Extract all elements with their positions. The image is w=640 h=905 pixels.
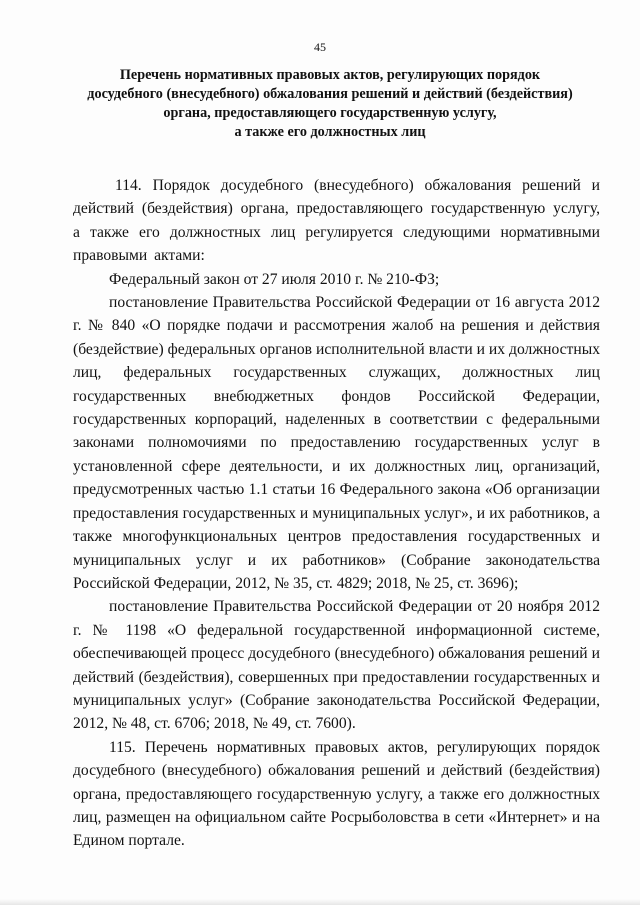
paragraph-resolution-1198: постановление Правительства Российской Федерации от 20 ноября 2012 г. № 1198 «О федеральной государственной информационной системе, обеспечивающей процесс досудебного (внесудебного) обжалования решений и действий (бездействия), совершенных при предоставлении государственных и муниципальных услуг» (Собрание законодательства Российской Федерации, 2012, № 48, ст. 6706; 2018, № 49, ст. 7600). — [73, 598, 600, 733]
title-line: органа, предоставляющего государственную услугу, — [163, 105, 497, 121]
title-line: а также его должностных лиц — [234, 124, 426, 140]
document-title — [60, 66, 600, 142]
paragraph-115: 115. Перечень нормативных правовых актов, регулирующих порядок досудебного (внесудебного) обжалования решений и действий (бездействия) органа, предоставляющего государственную услугу, а также его должностных лиц, размещен на официальном сайте Росрыболовства в сети «Интернет» и на Едином портале. — [73, 738, 600, 850]
paragraph-federal-law: Федеральный закон от 27 июля 2010 г. № 210-ФЗ; — [109, 270, 440, 288]
document-body — [73, 174, 600, 853]
paragraph-resolution-840: постановление Правительства Российской Федерации от 16 августа 2012 г. № 840 «О порядке подачи и рассмотрения жалоб на решения и действия (бездействие) федеральных органов исполнительной власти и их должностных лиц, федеральных государственных служащих, должностных лиц государственных внебюджетных фондов Российской Федерации, государственных корпораций, наделенных в соответствии с федеральными законами полномочиями по предоставлению государственных услуг в установленной сфере деятельности, и их должностных лиц, организаций, предусмотренных частью 1.1 статьи 16 Федерального закона «Об организации предоставления государственных и муниципальных услуг», и их работников, а также многофункциональных центров предоставления государственных и муниципальных услуг и их работников» (Собрание законодательства Российской Федерации, 2012, № 35, ст. 4829; 2018, № 25, ст. 3696); — [73, 294, 600, 592]
title-line: досудебного (внесудебного) обжалования решений и действий (бездействия) — [87, 86, 573, 102]
paragraph-114: 114. Порядок досудебного (внесудебного) обжалования решений и действий (бездействия) органа, предоставляющего государственную услугу, а также его должностных лиц регулируется следующими нормативными правовыми актами: — [73, 177, 600, 265]
title-line: Перечень нормативных правовых актов, регулирующих порядок — [119, 67, 541, 83]
page-number: 45 — [314, 40, 326, 54]
scan-edge — [0, 899, 640, 905]
